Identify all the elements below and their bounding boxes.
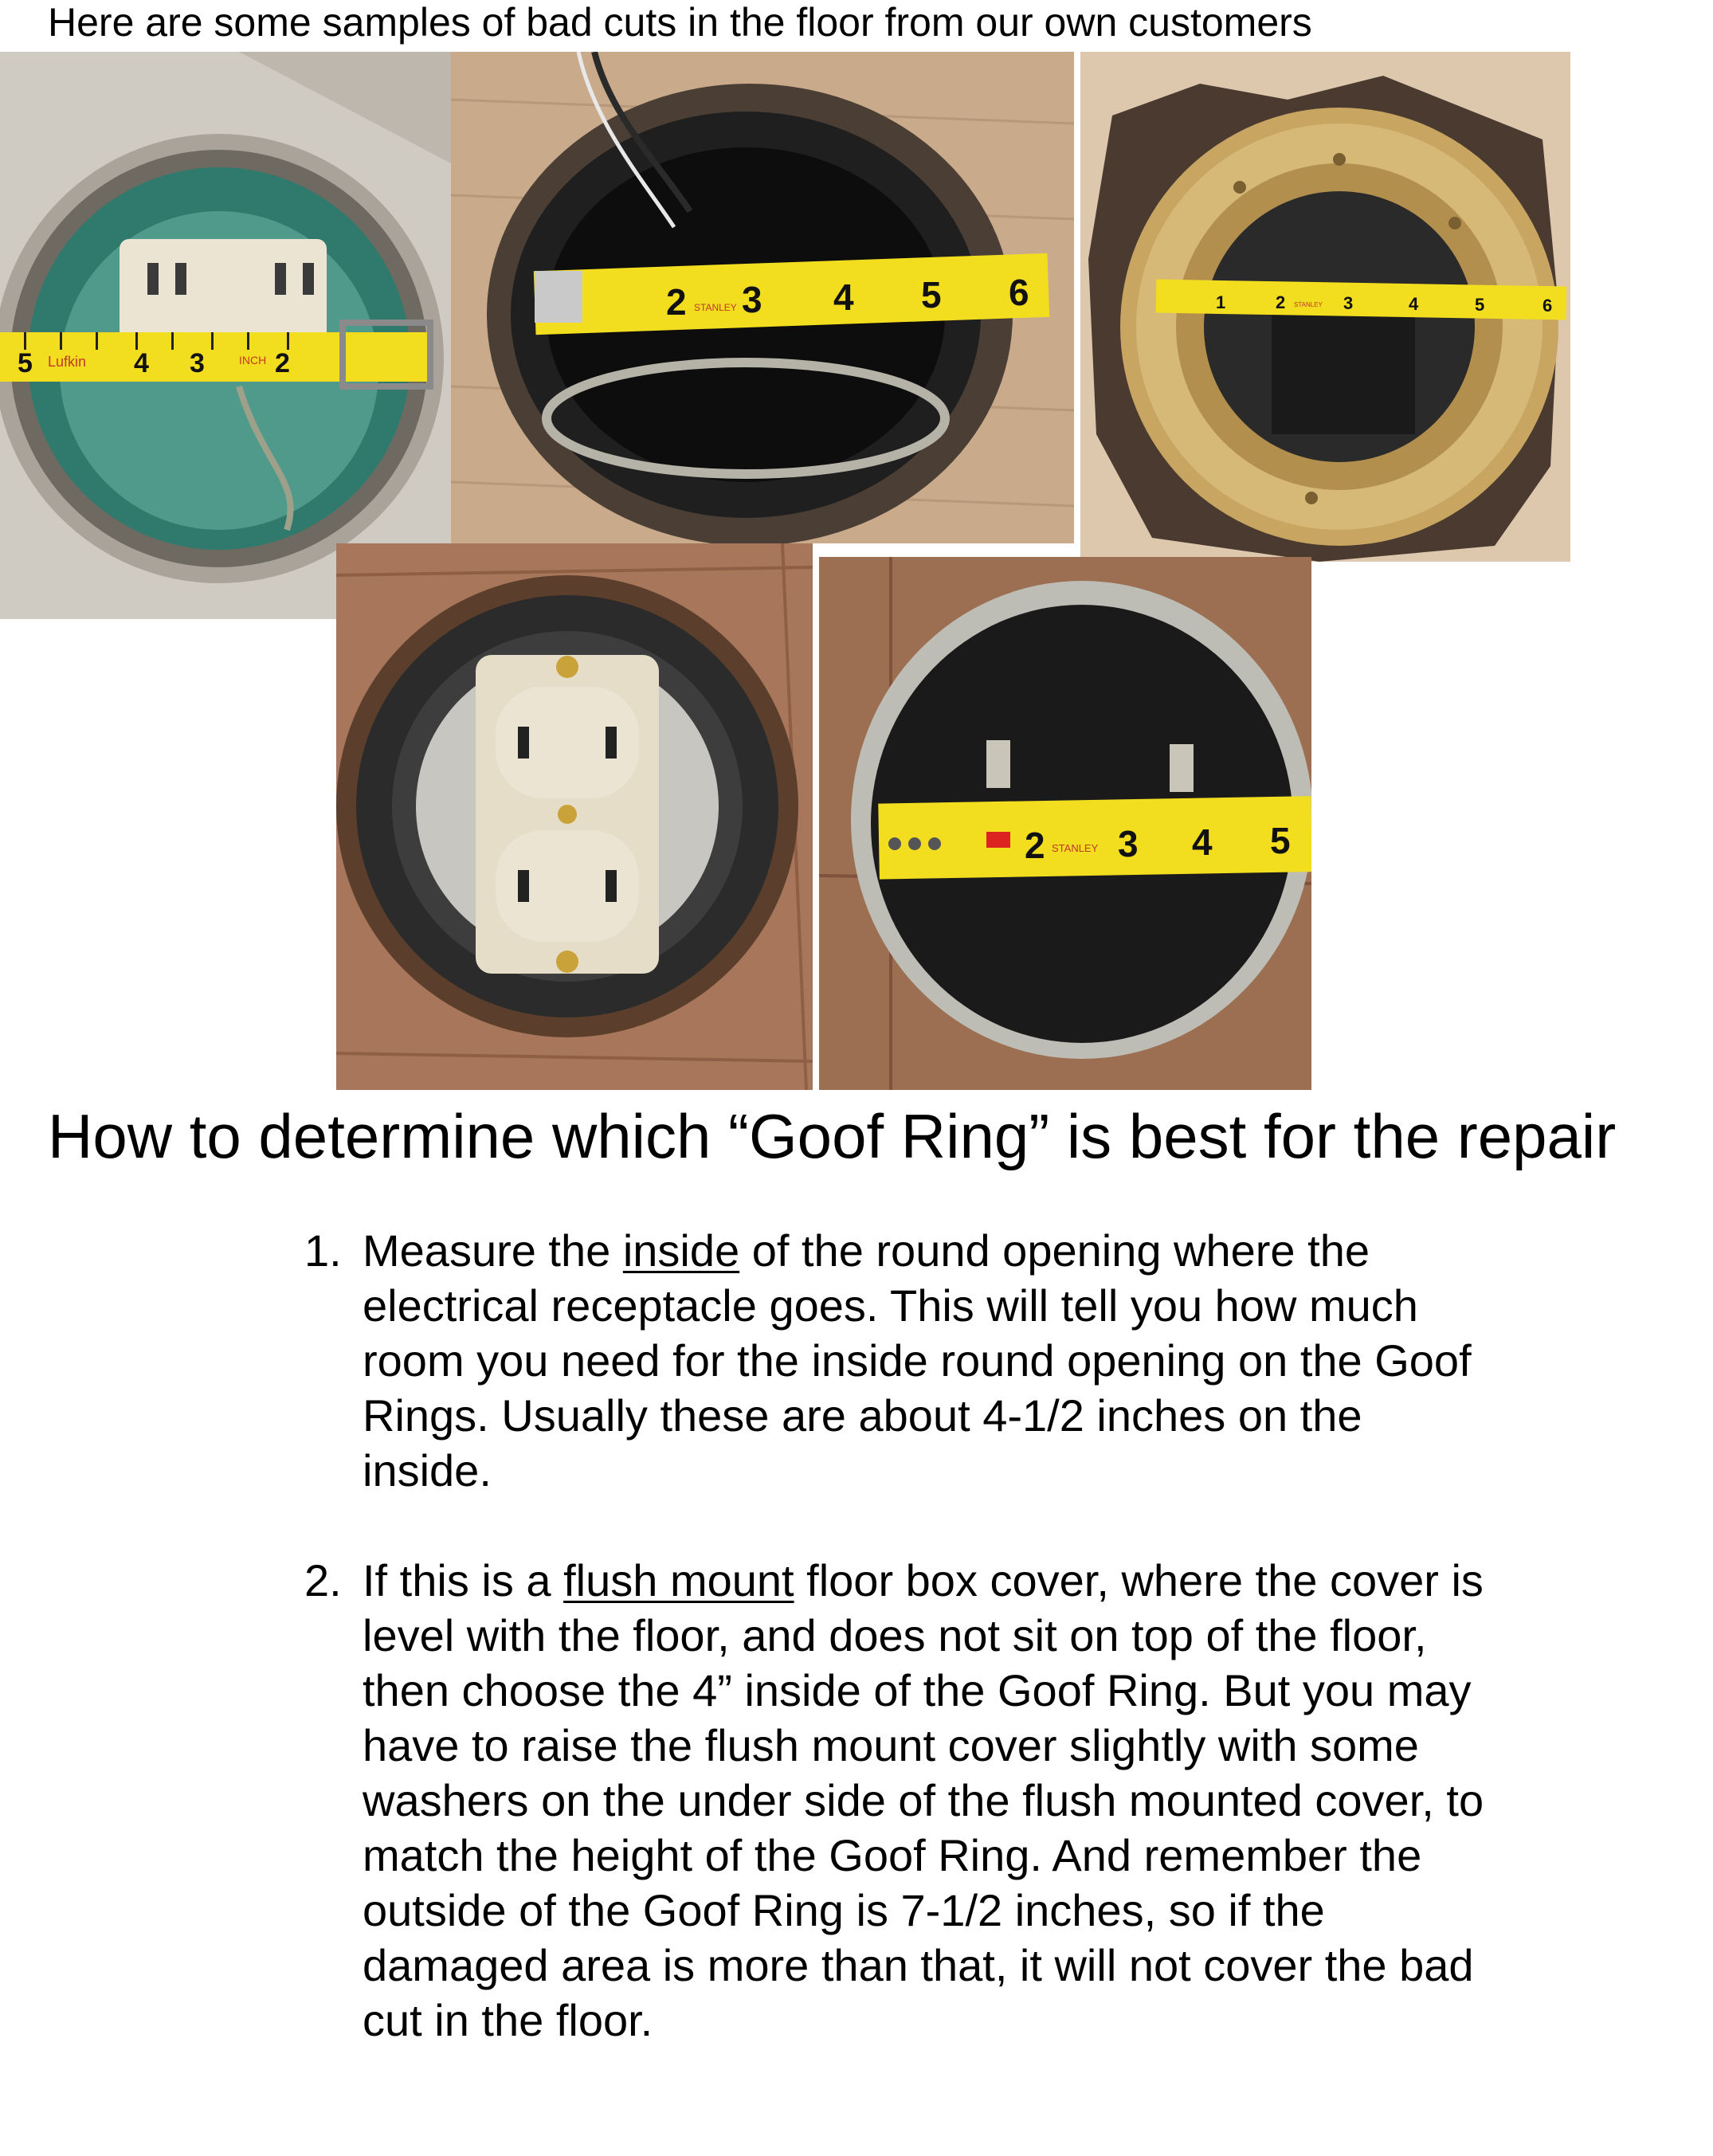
step-emphasis: inside (622, 1225, 740, 1276)
tape-number: 3 (1118, 823, 1139, 864)
tape-unit: INCH (239, 354, 267, 367)
photo-green-box-receptacle (0, 52, 451, 619)
tape-number: 5 (921, 274, 942, 316)
tape-number: 2 (1276, 292, 1286, 312)
tape-number: 2 (275, 348, 290, 378)
step-number: 2. (304, 1555, 342, 1605)
photo-black-box-wood-floor (451, 52, 1074, 543)
tape-number: 4 (833, 276, 854, 318)
tape-number: 2 (1025, 825, 1045, 866)
step-text-after: of the round opening where the electrical receptacle goes. This will tell you how much room you need for the inside round opening on the Goof Rings. Usually these are about 4-1/2 inches on the inside. (363, 1225, 1472, 1495)
step-text-after: floor box cover, where the cover is level with the floor, and does not sit on top of the floor, then choose the 4” inside of the Goof Ring. But you may have to raise the flush mount cover slightly with some washers on the under side of the flush mounted cover, to match the height of the Goof Ring. And remember the outside of the Goof Ring is 7-1/2 inches, so if the damaged area is more than that, it will not cover the bad cut in the floor. (363, 1555, 1484, 2045)
tape-number: 4 (1409, 294, 1419, 314)
tape-number: 4 (1192, 821, 1213, 863)
tape-brand: STANLEY (694, 302, 737, 313)
photo-gray-box-tape-measure (819, 557, 1311, 1090)
tape-number: 3 (1343, 293, 1354, 313)
tape-brand: STANLEY (1294, 301, 1323, 308)
instruction-list (295, 1223, 1490, 2048)
tape-number: 4 (134, 348, 149, 378)
tape-number: 6 (1542, 296, 1553, 316)
tape-brand: STANLEY (1052, 842, 1099, 854)
instruction-step (295, 1223, 1490, 1498)
tape-number: 3 (190, 348, 205, 378)
tape-number: 3 (742, 279, 762, 320)
tape-number: 2 (666, 281, 687, 323)
photo-duplex-receptacle-wood (336, 543, 813, 1090)
tape-number: 5 (1270, 820, 1291, 861)
section-heading: How to determine which “Goof Ring” is best for the repair (48, 1101, 1617, 1171)
instruction-step (295, 1553, 1490, 2048)
tape-number: 5 (18, 348, 33, 378)
tape-number: 1 (1216, 292, 1226, 312)
photos-caption: Here are some samples of bad cuts in the floor from our own customers (48, 0, 1312, 45)
step-emphasis: flush mount (563, 1555, 794, 1605)
step-text-before: Measure the (363, 1225, 623, 1276)
step-text-before: If this is a (363, 1555, 564, 1605)
tape-number: 5 (1475, 295, 1485, 315)
tape-number: 6 (1009, 272, 1029, 313)
step-number: 1. (304, 1225, 342, 1276)
tape-brand: Lufkin (48, 354, 87, 370)
photo-brass-floor-cover (1080, 52, 1570, 562)
